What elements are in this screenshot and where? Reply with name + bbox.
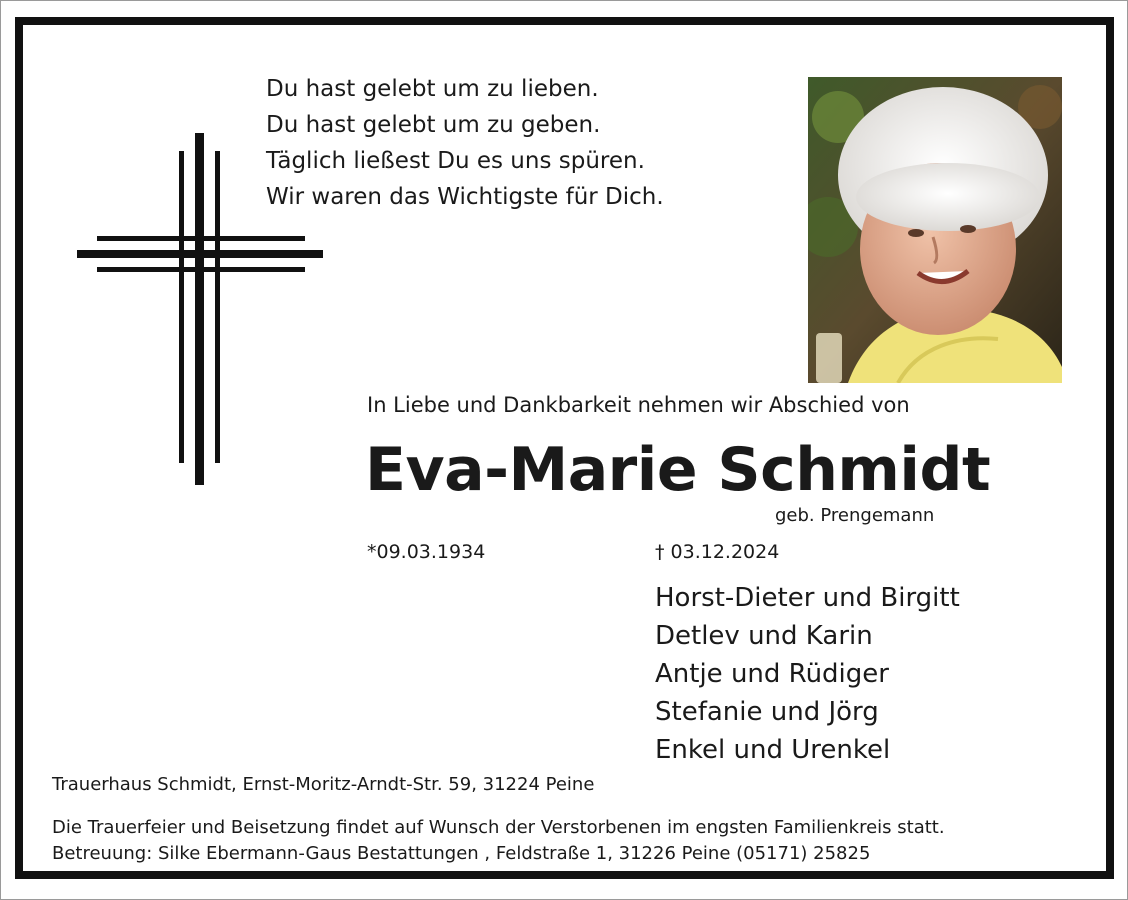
death-date: † 03.12.2024 <box>655 541 780 563</box>
family-member: Enkel und Urenkel <box>655 735 891 765</box>
undertaker-info: Betreuung: Silke Ebermann-Gaus Bestattungen , Feldstraße 1, 31226 Peine (05171) 25825 <box>52 843 871 864</box>
portrait-photo <box>808 77 1062 383</box>
family-list <box>655 579 960 769</box>
poem-line: Du hast gelebt um zu lieben. <box>266 76 599 102</box>
family-member: Stefanie und Jörg <box>655 697 879 727</box>
cross-icon <box>77 133 327 485</box>
family-member: Antje und Rüdiger <box>655 659 889 689</box>
family-member: Horst-Dieter und Birgitt <box>655 583 960 613</box>
birth-date: *09.03.1934 <box>367 541 486 563</box>
obituary-frame <box>15 17 1114 879</box>
poem-line: Du hast gelebt um zu geben. <box>266 112 601 138</box>
maiden-name: geb. Prengemann <box>775 505 935 526</box>
poem-line: Wir waren das Wichtigste für Dich. <box>266 184 664 210</box>
family-member: Detlev und Karin <box>655 621 873 651</box>
poem-line: Täglich ließest Du es uns spüren. <box>266 148 645 174</box>
mourning-house-address: Trauerhaus Schmidt, Ernst-Moritz-Arndt-Str. 59, 31224 Peine <box>52 774 595 795</box>
ceremony-note: Die Trauerfeier und Beisetzung findet auf Wunsch der Verstorbenen im engsten Familienkreis statt. <box>52 817 945 838</box>
deceased-name: Eva-Marie Schmidt <box>365 435 991 505</box>
farewell-intro: In Liebe und Dankbarkeit nehmen wir Abschied von <box>367 393 910 417</box>
